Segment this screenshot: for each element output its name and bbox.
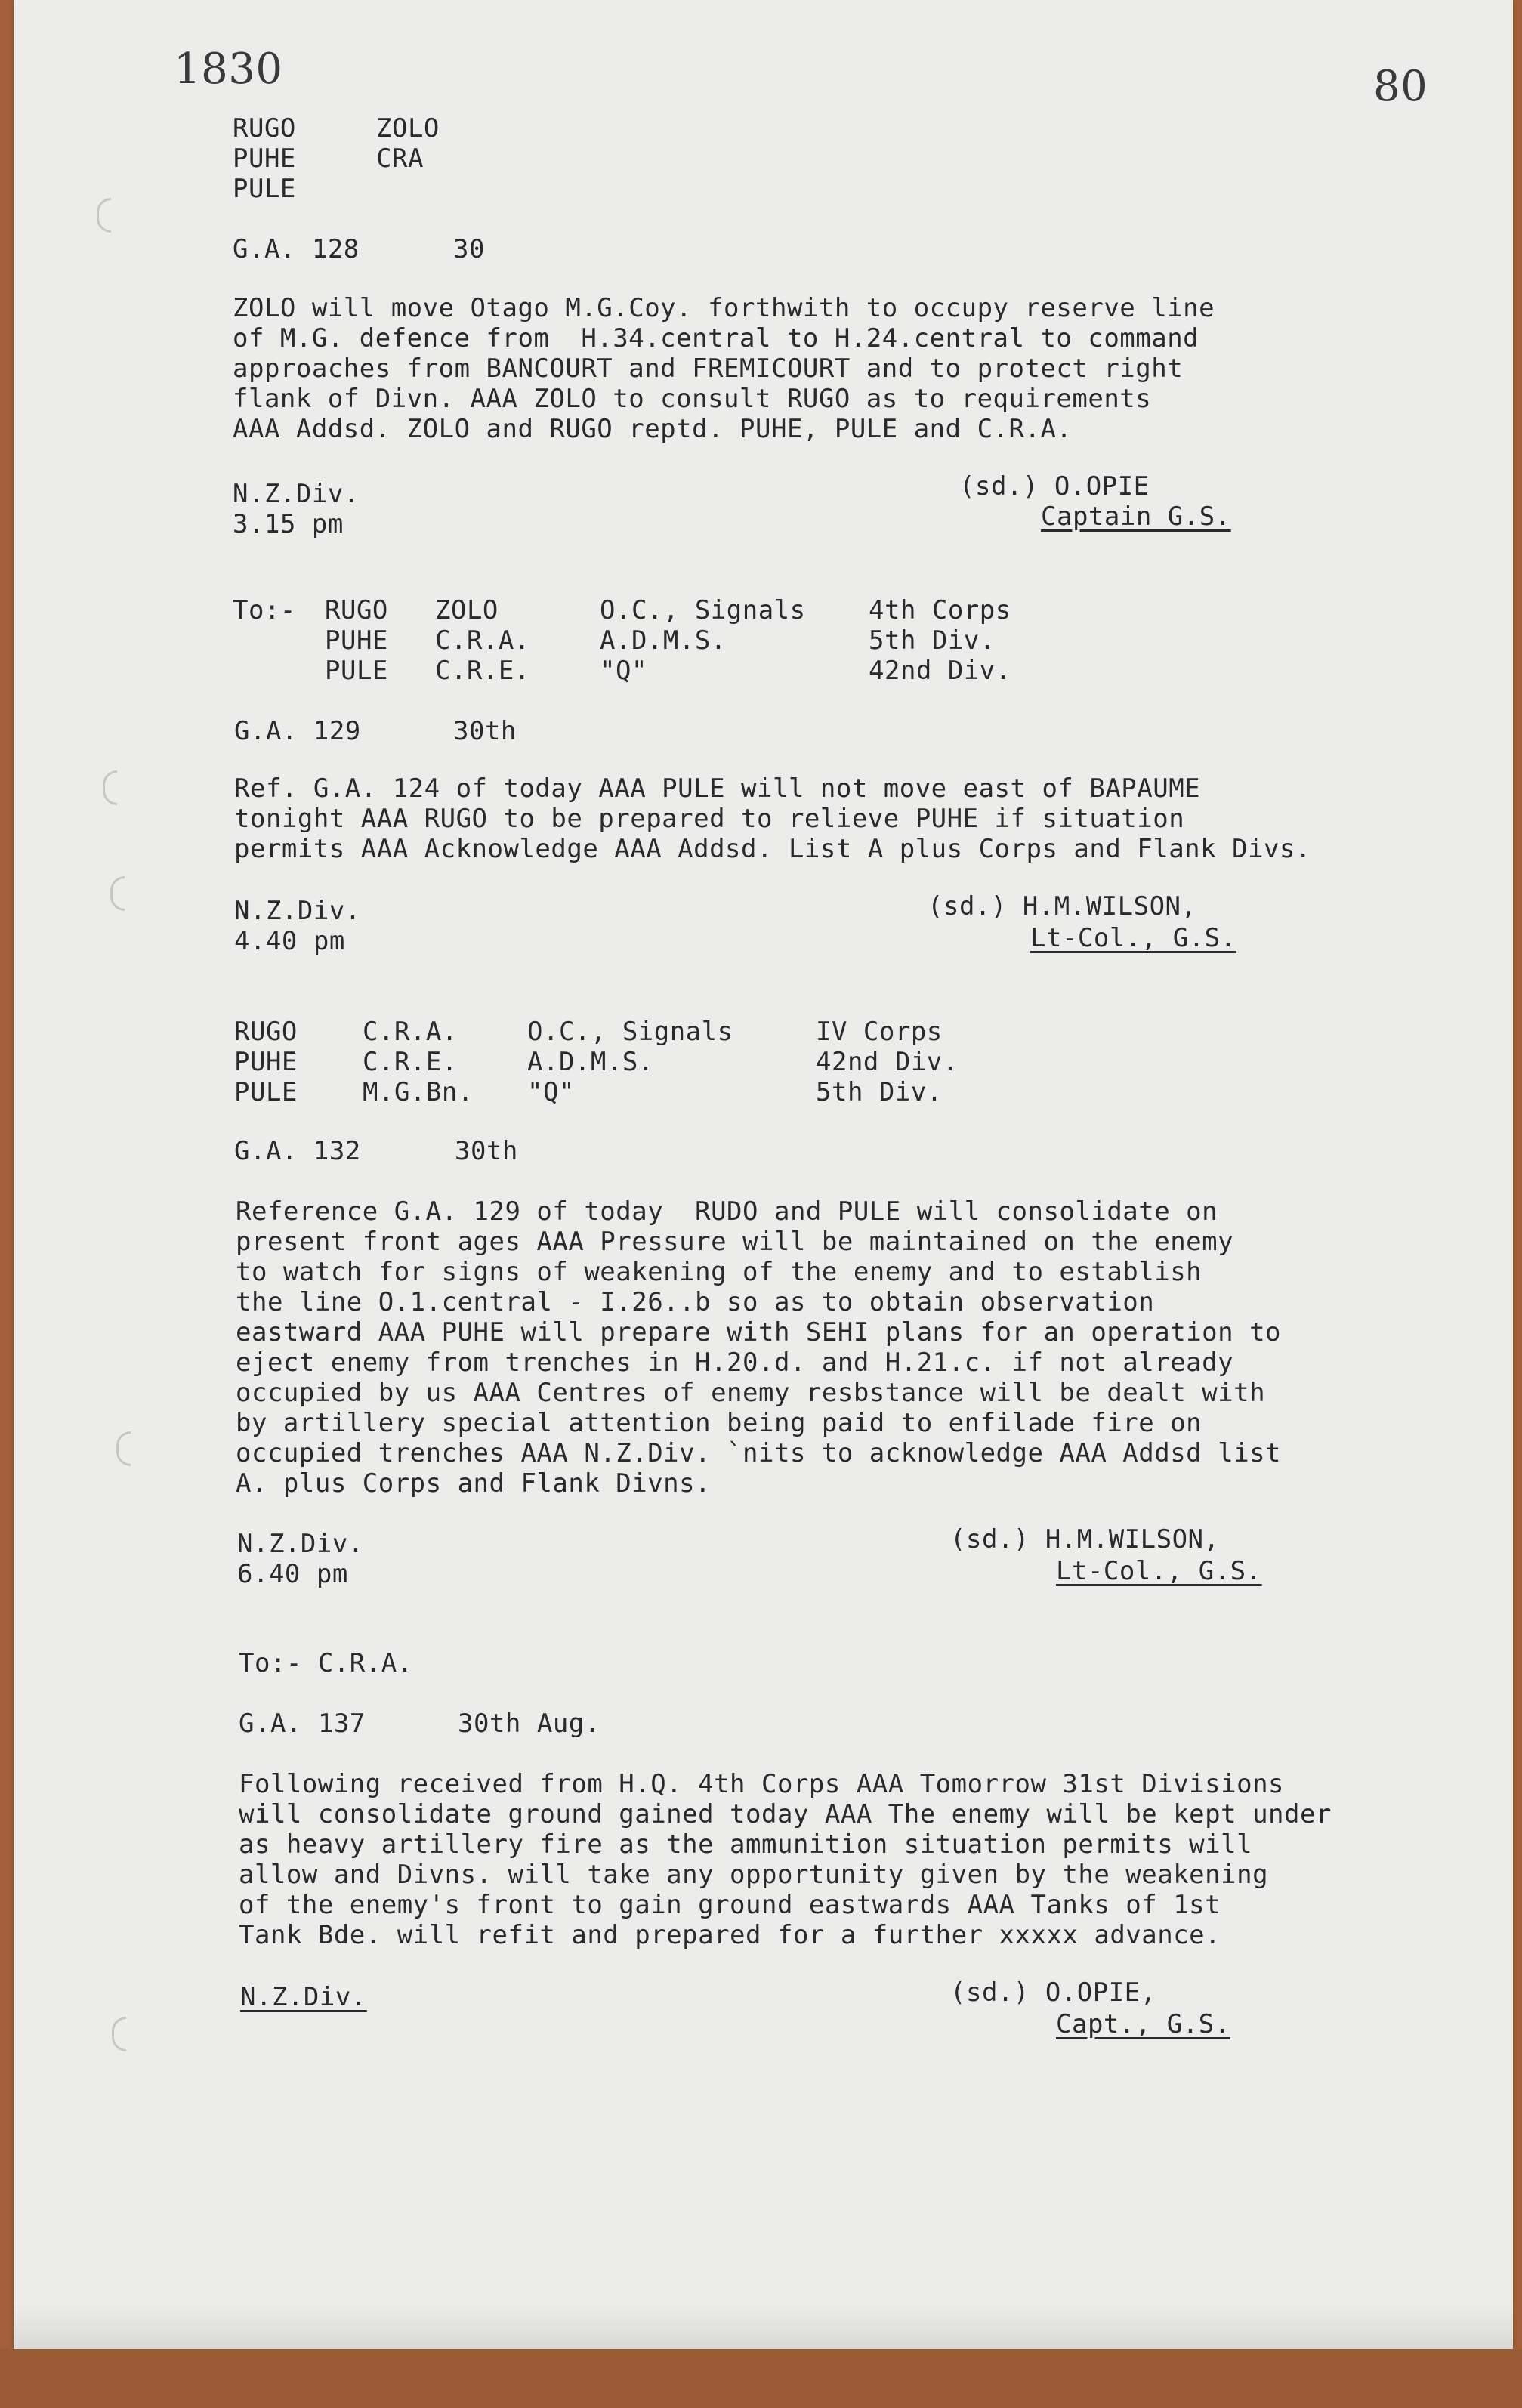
time: 4.40 pm [234,926,345,956]
body-line: as heavy artillery fire as the ammunition situation permits will [239,1829,1253,1860]
message-reference: G.A. 132 [234,1136,361,1166]
body-line: of M.G. defence from H.34.central to H.24.central to command [233,323,1199,353]
body-line: eject enemy from trenches in H.20.d. and H.21.c. if not already [236,1348,1234,1378]
addressee: PUHE [325,625,388,656]
message-day: 30th Aug. [458,1709,600,1739]
punch-hole-mark [97,198,111,233]
addressee: 42nd Div. [816,1047,959,1077]
addressee: RUGO [234,1017,298,1047]
body-line: AAA Addsd. ZOLO and RUGO reptd. PUHE, PULE and C.R.A. [233,414,1073,444]
addressee: RUGO [233,113,296,144]
addressee: ZOLO [376,113,440,144]
addressee: O.C., Signals [600,595,806,625]
signature: (sd.) H.M.WILSON, [928,891,1197,922]
addressee: 5th Div. [816,1077,943,1107]
punch-hole-mark [103,770,117,805]
addressee: "Q" [600,656,647,686]
addressee: PULE [234,1077,298,1107]
time: 3.15 pm [233,509,344,539]
body-line: Following received from H.Q. 4th Corps AAA Tomorrow 31st Divisions [239,1769,1285,1799]
background-surface [0,2349,1522,2408]
time: 6.40 pm [237,1559,348,1589]
body-line: to watch for signs of weakening of the enemy and to establish [236,1257,1202,1287]
addressee: 5th Div. [869,625,996,656]
body-line: approaches from BANCOURT and FREMICOURT and to protect right [233,353,1184,384]
page-bottom-shading [14,2304,1513,2349]
body-line: permits AAA Acknowledge AAA Addsd. List A plus Corps and Flank Divs. [234,834,1311,864]
body-line: present front ages AAA Pressure will be maintained on the enemy [236,1227,1234,1257]
addressee: ZOLO [435,595,499,625]
body-line: occupied by us AAA Centres of enemy resbstance will be dealt with [236,1378,1266,1408]
addressee: CRA [376,144,424,174]
body-line: of the enemy's front to gain ground eastwards AAA Tanks of 1st [239,1890,1221,1920]
body-line: Reference G.A. 129 of today RUDO and PULE will consolidate on [236,1196,1218,1227]
message-day: 30th [455,1136,518,1166]
addressee: IV Corps [816,1017,943,1047]
body-line: tonight AAA RUGO to be prepared to relieve PUHE if situation [234,804,1185,834]
body-line: Tank Bde. will refit and prepared for a further xxxxx advance. [239,1920,1221,1950]
signature: (sd.) H.M.WILSON, [950,1524,1220,1554]
body-line: by artillery special attention being paid to enfilade fire on [236,1408,1202,1438]
body-line: eastward AAA PUHE will prepare with SEHI plans for an operation to [236,1317,1282,1348]
signatory-rank: Lt-Col., G.S. [1056,1556,1262,1586]
body-line: A. plus Corps and Flank Divns. [236,1468,712,1499]
body-line: will consolidate ground gained today AAA The enemy will be kept under [239,1799,1332,1829]
addressee: M.G.Bn. [363,1077,474,1107]
addressee: C.R.E. [363,1047,458,1077]
origin: N.Z.Div. [237,1529,364,1559]
to-label: To:- [233,595,296,625]
message-reference: G.A. 128 [233,234,360,264]
document-page [14,0,1513,2349]
addressee: A.D.M.S. [600,625,727,656]
origin: N.Z.Div. [240,1982,367,2012]
addressee: RUGO [325,595,388,625]
punch-hole-mark [112,2017,126,2051]
addressee: PUHE [233,144,296,174]
addressee: 4th Corps [869,595,1011,625]
page-number: 80 [1373,62,1428,111]
body-line: ZOLO will move Otago M.G.Coy. forthwith to occupy reserve line [233,293,1215,323]
signature: (sd.) O.OPIE, [950,1977,1156,2008]
addressee: C.R.A. [435,625,530,656]
message-reference: G.A. 137 [239,1709,366,1739]
addressee: PUHE [234,1047,298,1077]
message-day: 30 [453,234,485,264]
punch-hole-mark [116,1431,131,1466]
addressee: 42nd Div. [869,656,1011,686]
body-line: the line O.1.central - I.26..b so as to obtain observation [236,1287,1155,1317]
signatory-rank: Lt-Col., G.S. [1030,923,1236,953]
body-line: Ref. G.A. 124 of today AAA PULE will not move east of BAPAUME [234,773,1201,804]
signatory-rank: Capt., G.S. [1056,2009,1230,2039]
body-line: allow and Divns. will take any opportunity given by the weakening [239,1860,1269,1890]
addressee: A.D.M.S. [527,1047,654,1077]
punch-hole-mark [110,876,125,911]
message-reference: G.A. 129 [234,716,361,746]
addressee: C.R.E. [435,656,530,686]
addressee: O.C., Signals [527,1017,733,1047]
to-line: To:- C.R.A. [239,1648,413,1678]
signatory-rank: Captain G.S. [1041,502,1231,532]
addressee: C.R.A. [363,1017,458,1047]
origin: N.Z.Div. [233,479,360,509]
origin: N.Z.Div. [234,896,361,926]
addressee: PULE [325,656,388,686]
file-number: 1830 [174,45,283,94]
body-line: flank of Divn. AAA ZOLO to consult RUGO as to requirements [233,384,1152,414]
body-line: occupied trenches AAA N.Z.Div. `nits to acknowledge AAA Addsd list [236,1438,1282,1468]
message-day: 30th [453,716,517,746]
addressee: "Q" [527,1077,575,1107]
signature: (sd.) O.OPIE [959,471,1150,502]
addressee: PULE [233,174,296,204]
